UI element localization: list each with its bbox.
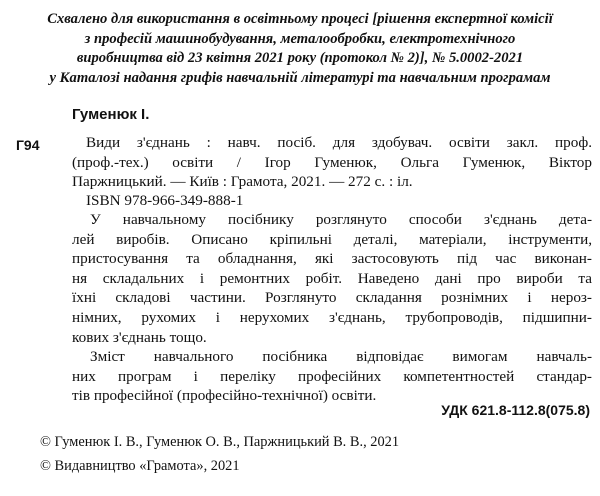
author-heading: Гуменюк І. <box>72 106 150 123</box>
annotation-line: тів професійної (професійно-технічної) освіти. <box>72 387 377 405</box>
approval-line: Схвалено для використання в освітньому процесі [рішення експертної комісії <box>47 11 553 27</box>
annotation-line: Зміст навчального посібника відповідає вимогам навчаль- <box>90 348 592 366</box>
annotation-line: пристосування та обладнання, які застосовують під час виконан- <box>72 250 592 268</box>
annotation-line: них програм і переліку професійних компетентностей стандар- <box>72 367 592 385</box>
approval-line: у Каталозі надання грифів навчальній літературі та навчальним програмам <box>49 69 551 86</box>
udc-code: УДК 621.8-112.8(075.8) <box>441 402 590 418</box>
annotation-line: ня складальних і ремонтних робіт. Наведено дані про вироби та <box>72 269 592 287</box>
bib-line: Паржницький. — Київ : Грамота, 2021. — 272 с. : іл. <box>72 173 413 190</box>
annotation <box>72 210 592 406</box>
annotation-line: лей виробів. Описано кріпильні деталі, матеріали, інструменти, <box>72 230 592 248</box>
isbn-block <box>72 191 592 211</box>
library-index: Г94 <box>16 137 40 153</box>
approval-line: виробництва від 23 квітня 2021 року (протокол № 2)], № 5.0002-2021 <box>76 50 524 66</box>
bib-line: (проф.-тех.) освіти / Ігор Гуменюк, Ольга Гуменюк, Віктор <box>72 153 592 171</box>
approval-line: з професій машинобудування, металообробки, електротехнічного <box>84 30 516 47</box>
copyright-authors: © Гуменюк І. В., Гуменюк О. В., Паржницький В. В., 2021 <box>40 434 400 450</box>
annotation-line: кових з'єднань тощо. <box>72 328 207 346</box>
isbn: ISBN 978-966-349-888-1 <box>86 192 244 209</box>
bib-line: Види з'єднань : навч. посіб. для здобувач. освіти закл. проф. <box>86 134 592 151</box>
copyright-publisher: © Видавництво «Грамота», 2021 <box>40 458 240 474</box>
annotation-line: У навчальному посібнику розглянуто способи з'єднань дета- <box>90 211 592 228</box>
bibliographic-description <box>72 133 592 192</box>
approval-statement <box>8 10 592 88</box>
annotation-line: їхні складові частини. Розглянуто складання рознімних і нероз- <box>72 289 592 307</box>
annotation-line: німних, рухомих і нерухомих з'єднань, трубопроводів, підшипни- <box>72 308 592 326</box>
